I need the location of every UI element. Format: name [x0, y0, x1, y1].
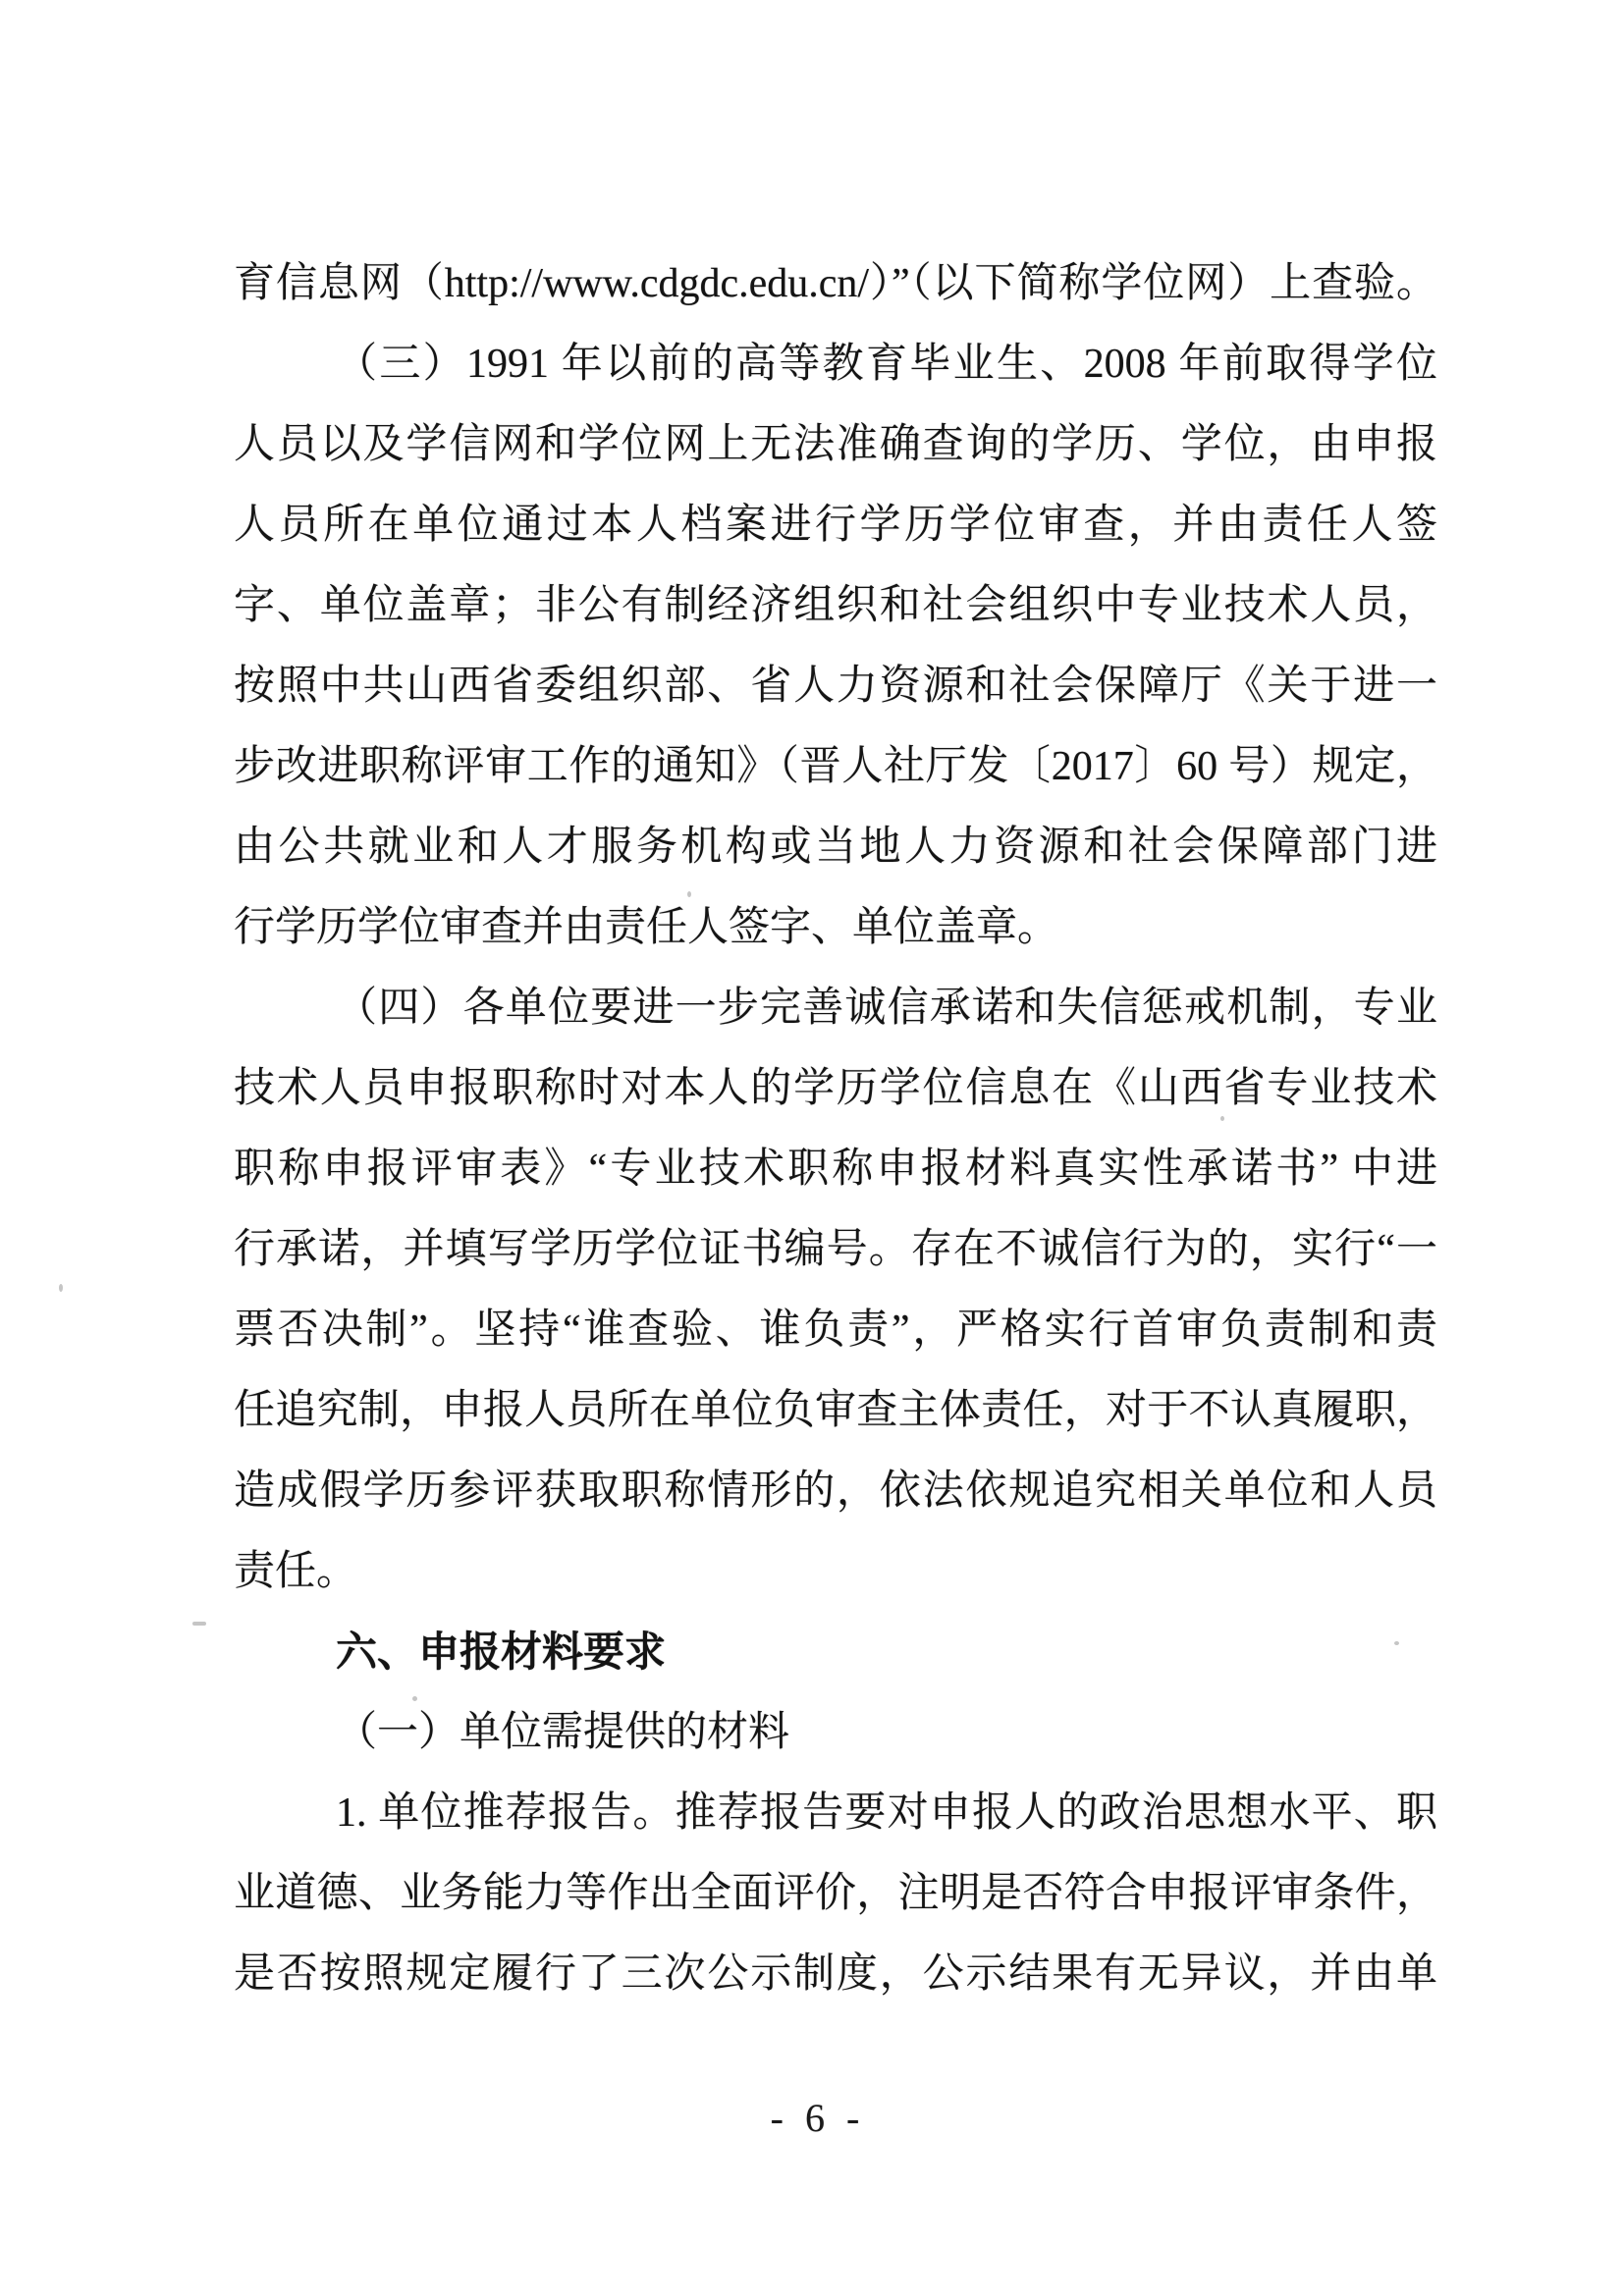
- scan-speck: [550, 1900, 555, 1904]
- text-line: 行学历学位审查并由责任人签字、单位盖章。: [234, 905, 1059, 950]
- text-line: 人员所在单位通过本人档案进行学历学位审查，并由责任人签: [234, 503, 1437, 548]
- document-body: [234, 243, 1437, 2014]
- text-line: 按照中共山西省委组织部、省人力资源和社会保障厅《关于进一: [234, 664, 1437, 709]
- text-line: 育信息网（http://www.cdgdc.edu.cn/）”（以下简称学位网）上查验。: [234, 261, 1437, 306]
- text-line: 由公共就业和人才服务机构或当地人力资源和社会保障部门进: [234, 825, 1437, 870]
- text-line: （四）各单位要进一步完善诚信承诺和失信惩戒机制，专业: [336, 986, 1437, 1031]
- text-line: 票否决制”。坚持“谁查验、谁负责”，严格实行首审负责制和责: [234, 1308, 1437, 1353]
- scan-speck: [687, 891, 691, 897]
- text-line: 造成假学历参评获取职称情形的，依法依规追究相关单位和人员: [234, 1468, 1437, 1514]
- page-number: - 6 -: [770, 2096, 866, 2140]
- scan-speck: [412, 1696, 417, 1701]
- text-line: 人员以及学信网和学位网上无法准确查询的学历、学位，由申报: [234, 422, 1437, 467]
- text-line: 字、单位盖章；非公有制经济组织和社会组织中专业技术人员，: [234, 583, 1437, 628]
- text-line: （三）1991 年以前的高等教育毕业生、2008 年前取得学位: [336, 342, 1437, 387]
- scan-speck: [192, 1622, 206, 1626]
- scan-speck: [263, 593, 269, 597]
- text-line: 职称申报评审表》“专业技术职称申报材料真实性承诺书” 中进: [234, 1147, 1437, 1192]
- subsection-heading: （一）单位需提供的材料: [336, 1710, 790, 1755]
- text-line: 任追究制，申报人员所在单位负审查主体责任，对于不认真履职，: [234, 1388, 1437, 1433]
- text-line: 业道德、业务能力等作出全面评价，注明是否符合申报评审条件，: [234, 1871, 1437, 1916]
- text-line: 1. 单位推荐报告。推荐报告要对申报人的政治思想水平、职: [336, 1790, 1437, 1836]
- scan-speck: [1220, 1116, 1224, 1121]
- scan-speck: [59, 1284, 63, 1292]
- text-line: 行承诺，并填写学历学位证书编号。存在不诚信行为的，实行“一: [234, 1227, 1437, 1272]
- text-line: 是否按照规定履行了三次公示制度，公示结果有无异议，并由单: [234, 1951, 1437, 1997]
- text-line: 技术人员申报职称时对本人的学历学位信息在《山西省专业技术: [234, 1066, 1437, 1111]
- section-heading: 六、申报材料要求: [336, 1628, 667, 1676]
- text-line: 责任。: [234, 1549, 358, 1594]
- scan-speck: [1394, 1641, 1399, 1645]
- text-line: 步改进职称评审工作的通知》（晋人社厅发〔2017〕60 号）规定，: [234, 744, 1437, 789]
